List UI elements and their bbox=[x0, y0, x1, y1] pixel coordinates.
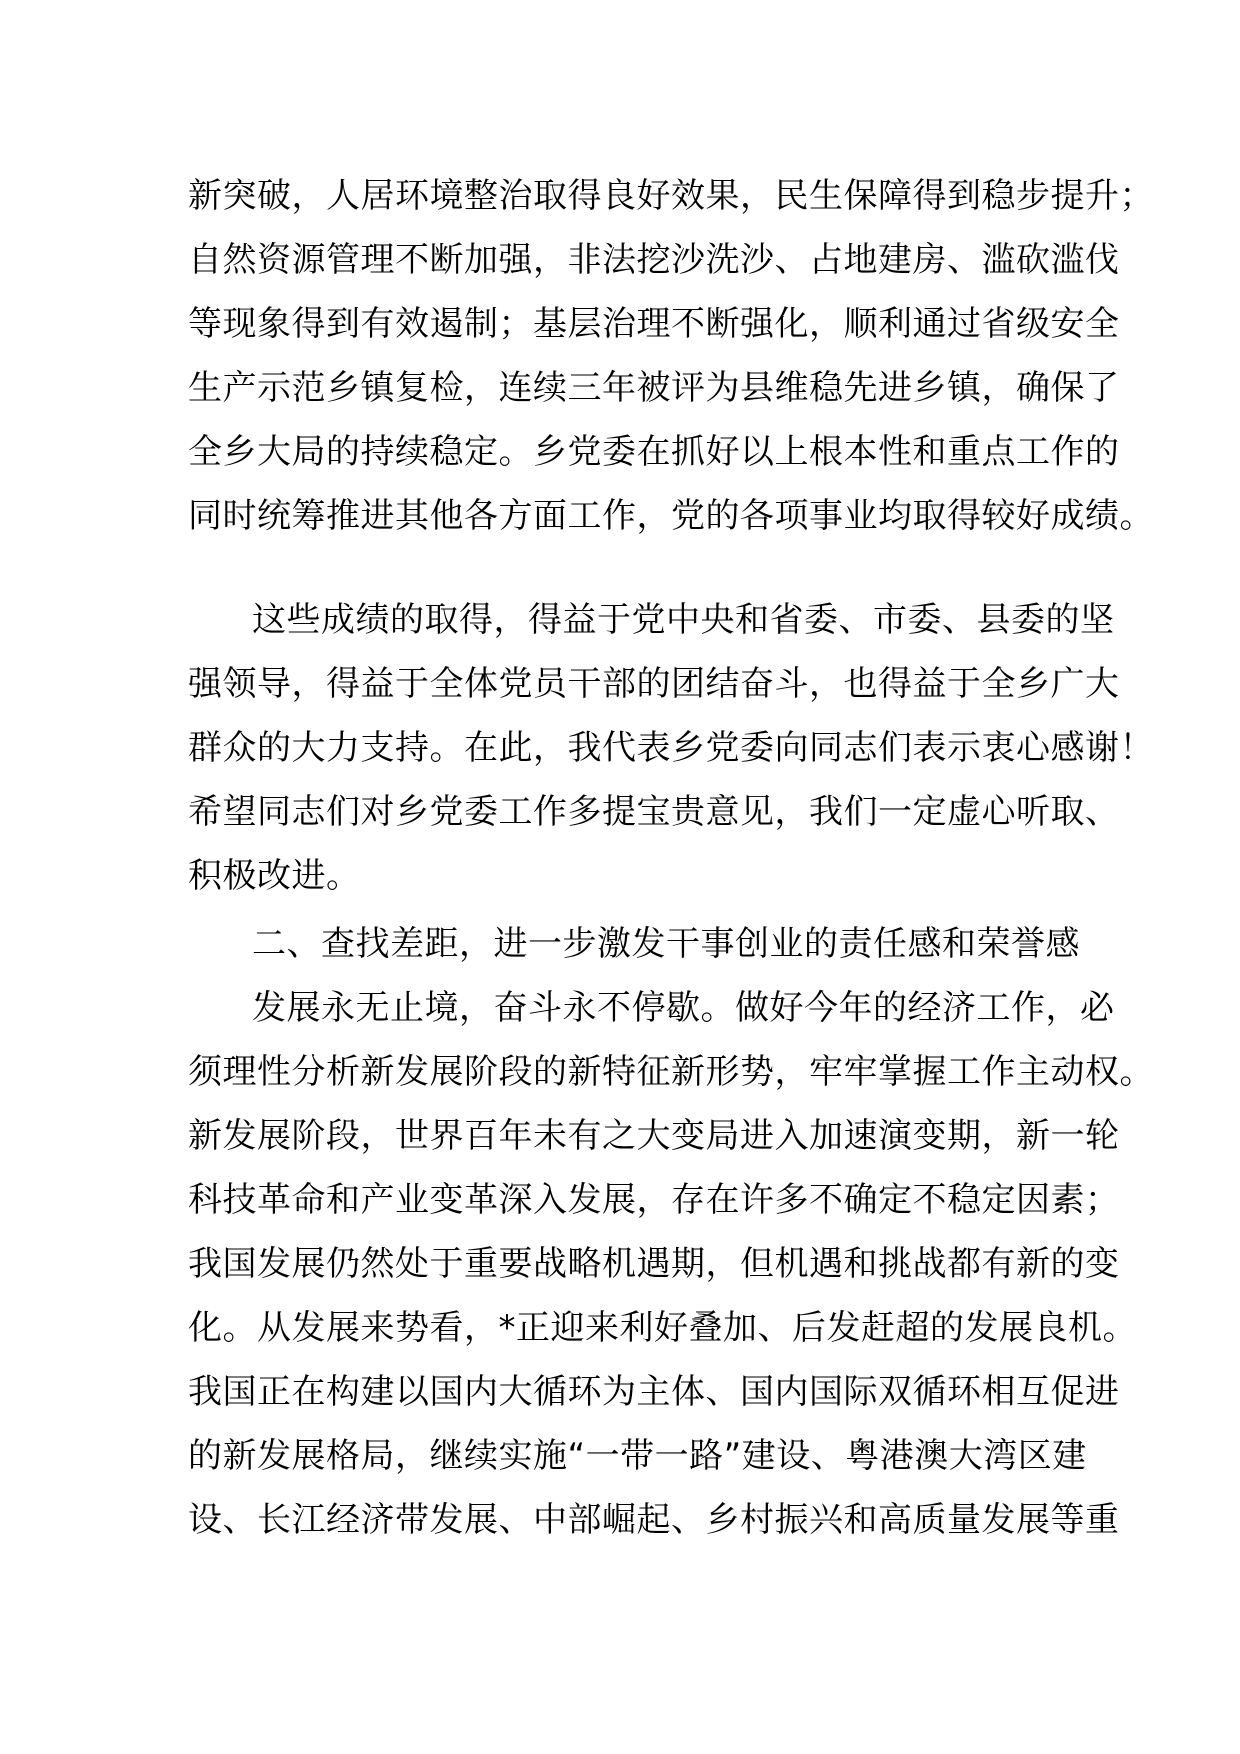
text-line: 科技革命和产业变革深入发展，存在许多不确定不稳定因素； bbox=[188, 1180, 1120, 1220]
text-line: 新突破，人居环境整治取得良好效果，民生保障得到稳步提升； bbox=[188, 176, 1154, 216]
section-two bbox=[188, 912, 1154, 1552]
text-line: 同时统筹推进其他各方面工作，党的各项事业均取得较好成绩。 bbox=[188, 496, 1154, 536]
text-line: 等现象得到有效遏制；基层治理不断强化，顺利通过省级安全 bbox=[188, 304, 1120, 344]
text-line: 我国发展仍然处于重要战略机遇期，但机遇和挑战都有新的变 bbox=[188, 1244, 1120, 1284]
section-heading: 二、查找差距，进一步激发干事创业的责任感和荣誉感 bbox=[252, 924, 1080, 964]
text-line: 积极改进。 bbox=[188, 856, 361, 896]
text-line: 的新发展格局，继续实施“一带一路”建设、粤港澳大湾区建 bbox=[188, 1436, 1087, 1476]
text-line: 新发展阶段，世界百年未有之大变局进入加速演变期，新一轮 bbox=[188, 1116, 1120, 1156]
paragraph-thanks bbox=[188, 588, 1154, 908]
text-line: 生产示范乡镇复检，连续三年被评为县维稳先进乡镇，确保了 bbox=[188, 368, 1120, 408]
paragraph-achievements bbox=[188, 164, 1154, 548]
text-line: 强领导，得益于全体党员干部的团结奋斗，也得益于全乡广大 bbox=[188, 664, 1120, 704]
text-line: 设、长江经济带发展、中部崛起、乡村振兴和高质量发展等重 bbox=[188, 1500, 1120, 1540]
text-line: 须理性分析新发展阶段的新特征新形势，牢牢掌握工作主动权。 bbox=[188, 1052, 1154, 1092]
text-line: 群众的大力支持。在此，我代表乡党委向同志们表示衷心感谢！ bbox=[188, 728, 1154, 768]
text-line: 希望同志们对乡党委工作多提宝贵意见，我们一定虚心听取、 bbox=[188, 792, 1120, 832]
text-line: 化。从发展来势看，*正迎来利好叠加、后发赶超的发展良机。 bbox=[188, 1308, 1137, 1348]
text-line: 发展永无止境，奋斗永不停歇。做好今年的经济工作，必 bbox=[252, 988, 1115, 1028]
text-line: 我国正在构建以国内大循环为主体、国内国际双循环相互促进 bbox=[188, 1372, 1120, 1412]
text-line: 全乡大局的持续稳定。乡党委在抓好以上根本性和重点工作的 bbox=[188, 432, 1120, 472]
text-line: 自然资源管理不断加强，非法挖沙洗沙、占地建房、滥砍滥伐 bbox=[188, 240, 1120, 280]
text-line: 这些成绩的取得，得益于党中央和省委、市委、县委的坚 bbox=[252, 600, 1115, 640]
